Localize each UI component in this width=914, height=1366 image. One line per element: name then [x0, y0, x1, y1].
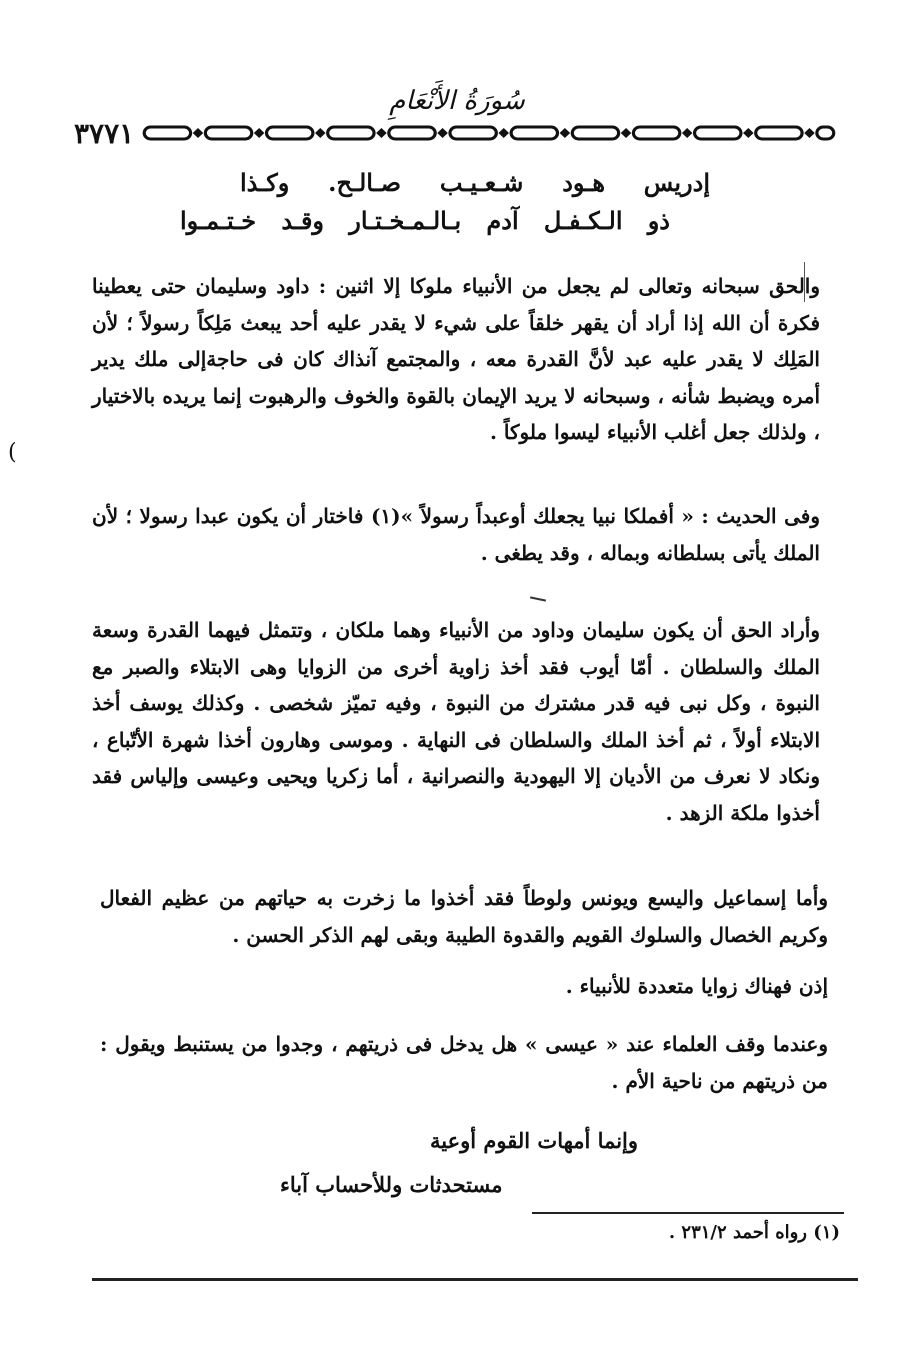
paragraph-2: وفى الحديث : « أفملكا نبيا يجعلك أوعبداً رسولاً »(١) فاختار أن يكون عبدا رسولا ؛ لأن الملك يأتى بسلطانه وبماله ، وقد يطغى . — [92, 504, 821, 565]
paragraph-4: وأما إسماعيل واليسع ويونس ولوطاً فقد أخذوا ما زخرت به حياتهم من عظيم الفعال وكريم الخصال والسلوك القويم والقدوة الطيبة وبقى لهم الذكر الحسن . — [100, 886, 828, 947]
paragraph-5: إذن فهناك زوايا متعددة للأنبياء . — [565, 974, 828, 998]
page-bottom-rule — [92, 1278, 858, 1281]
paragraph-6: وعندما وقف العلماء عند « عيسى » هل يدخل فى ذريتهم ، وجدوا من يستنبط ويقول : من ذريتهم من ناحية الأم . — [100, 1032, 828, 1093]
footnote: (١) رواه أحمد ٢٣١/٢ . — [668, 1222, 840, 1243]
chain-ornament-icon — [140, 120, 836, 146]
poem-line-1: وإنما أمهات القوم أوعية — [430, 1128, 639, 1153]
stray-mark — [530, 596, 546, 601]
poem-line-2: مستحدثات وللأحساب آباء — [280, 1172, 503, 1197]
surah-title: سُورَةُ الأَنْعَامِ — [389, 86, 525, 116]
footnote-separator — [532, 1212, 844, 1214]
paragraph-3: وأراد الحق أن يكون سليمان وداود من الأنبياء وهما ملكان ، وتتمثل فيهما القدرة وسعة الملك والسلطان . أمّا أيوب فقد أخذ زاوية أخرى من الزوايا وهى الابتلاء والصبر مع النبوة ، وكل نبى فيه قدر مشترك من النبوة ، وفيه تميّز شخصى . وكذلك يوسف أخذ الابتلاء أولاً ، ثم أخذ الملك والسلطان فى النهاية . وموسى وهارون أخذا شهرة الأتّباع ، ونكاد لا نعرف من الأديان إلا اليهودية والنصرانية ، أما زكريا ويحيى وعيسى وإلياس فقد أخذوا ملكة الزهد . — [92, 618, 820, 825]
header-ornament-bar — [68, 118, 836, 148]
paragraph-1: والحق سبحانه وتعالى لم يجعل من الأنبياء ملوكا إلا اثنين : داود وسليمان حتى يعطينا فكرة أن الله إذا أراد أن يقهر خلقاً على شيء لا يقدر عليه أحد يبعث مَلِكاً رسولاً ؛ لأن المَلِك لا يقدر عليه عبد لأنَّ القدرة معه ، والمجتمع آنذاك كان فى حاجةإلى ملك يدير أمره ويضبط شأنه ، وسبحانه لا يريد الإيمان بالقوة والخوف والرهبوت إنما يريده بالاختيار ، ولذلك جعل أغلب الأنبياء ليسوا ملوكاً . — [92, 274, 820, 444]
margin-mark: ( — [8, 440, 17, 465]
page-number: ٣٧٧١ — [74, 116, 135, 150]
verse-line-1: إدريس هـود شـعـيـب صـالـح. وكـذا — [240, 168, 710, 197]
verse-line-2: ذو الـكـفـل آدم بـالـمـخـتـار وقـد خـتـمـوا — [180, 206, 670, 235]
